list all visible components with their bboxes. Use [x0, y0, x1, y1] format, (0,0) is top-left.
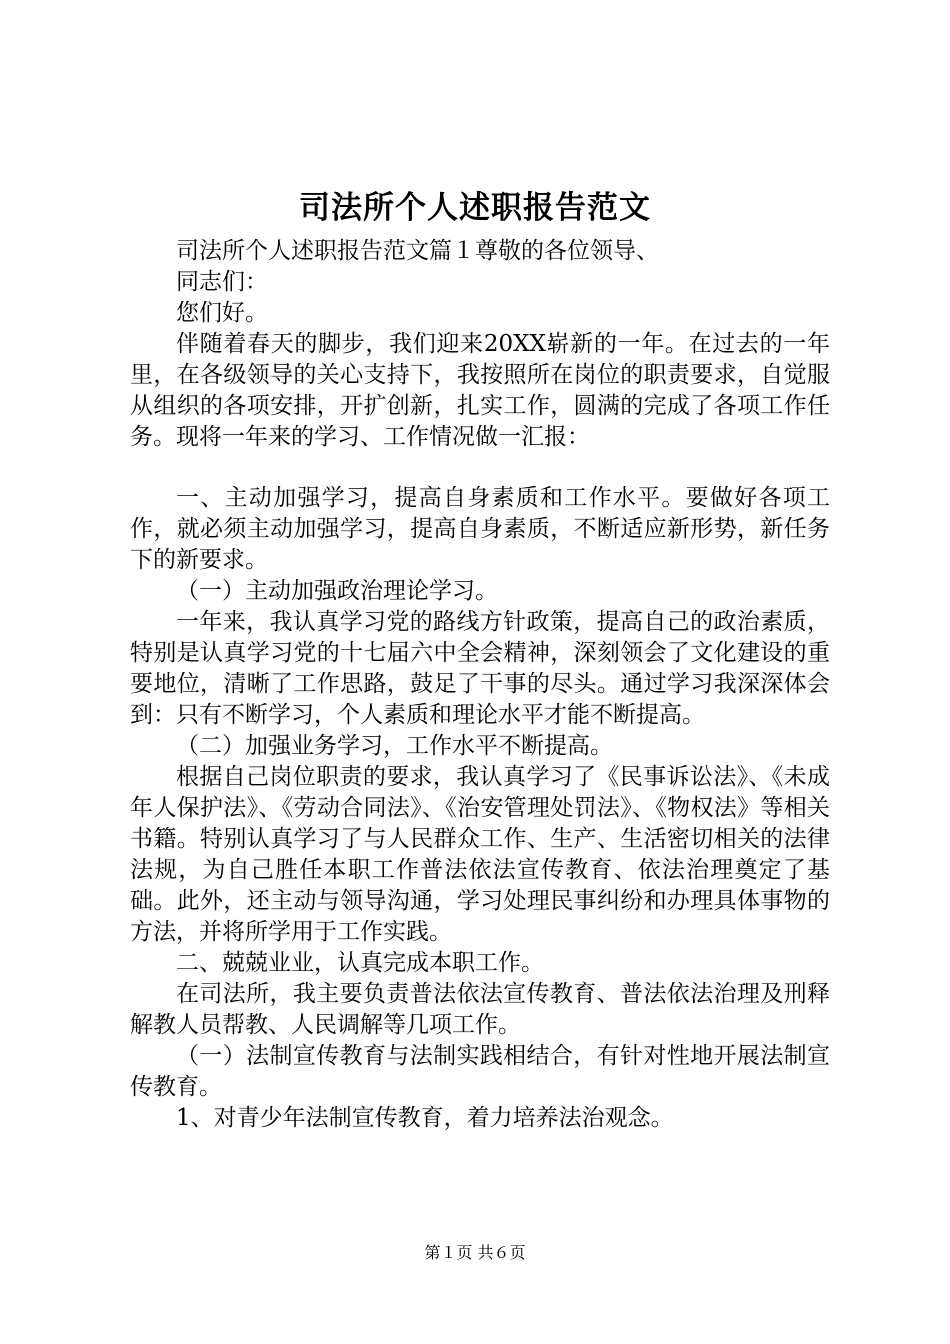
paragraph-business-study-detail: 根据自己岗位职责的要求，我认真学习了《民事诉讼法》、《未成年人保护法》、《劳动合同法》、《治安管理处罚法》、《物权法》等相关书籍。特别认真学习了与人民群众工作、生产、生活密切相关的法律法规，为自己胜任本职工作普法依法宣传教育、依法治理奠定了基础。此外，还主动与领导沟通，学习处理民事纠纷和办理具体事物的方法，并将所学用于工作实践。 — [130, 764, 830, 945]
paragraph-salutation: 同志们： — [176, 269, 268, 295]
paragraph-greeting: 您们好。 — [176, 300, 268, 326]
paragraph-political-study-detail: 一年来，我认真学习党的路线方针政策，提高自己的政治素质，特别是认真学习党的十七届六中全会精神，深刻领会了文化建设的重要地位，清晰了工作思路，鼓足了干事的尽头。通过学习我深深体会到：只有不断学习，个人素质和理论水平才能不断提高。 — [130, 609, 830, 728]
document-body — [130, 236, 830, 1134]
paragraph-duties: 在司法所，我主要负责普法依法宣传教育、普法依法治理及刑释解教人员帮教、人民调解等几项工作。 — [130, 981, 830, 1038]
paragraph-subsection-legal-education: （一）法制宣传教育与法制实践相结合，有针对性地开展法制宣传教育。 — [130, 1043, 830, 1100]
paragraph-opening: 司法所个人述职报告范文篇１尊敬的各位领导、 — [176, 238, 659, 264]
paragraph-youth-education: 1、对青少年法制宣传教育，着力培养法治观念。 — [176, 1105, 674, 1131]
paragraph-subsection-political-study: （一）主动加强政治理论学习。 — [176, 578, 498, 604]
paragraph-section-one: 一、主动加强学习，提高自身素质和工作水平。要做好各项工作，就必须主动加强学习，提高自身素质，不断适应新形势，新任务下的新要求。 — [130, 485, 830, 573]
paragraph-introduction: 伴随着春天的脚步，我们迎来20XX崭新的一年。在过去的一年里，在各级领导的关心支持下，我按照所在岗位的职责要求，自觉服从组织的各项安排，开扩创新，扎实工作，圆满的完成了各项工作任务。现将一年来的学习、工作情况做一汇报： — [130, 331, 830, 450]
paragraph-section-two: 二、兢兢业业，认真完成本职工作。 — [176, 950, 544, 976]
paragraph-subsection-business-study: （二）加强业务学习，工作水平不断提高。 — [176, 733, 613, 759]
document-title: 司法所个人述职报告范文 — [299, 190, 651, 226]
page-footer: 第１页 共６页 — [424, 1243, 526, 1262]
